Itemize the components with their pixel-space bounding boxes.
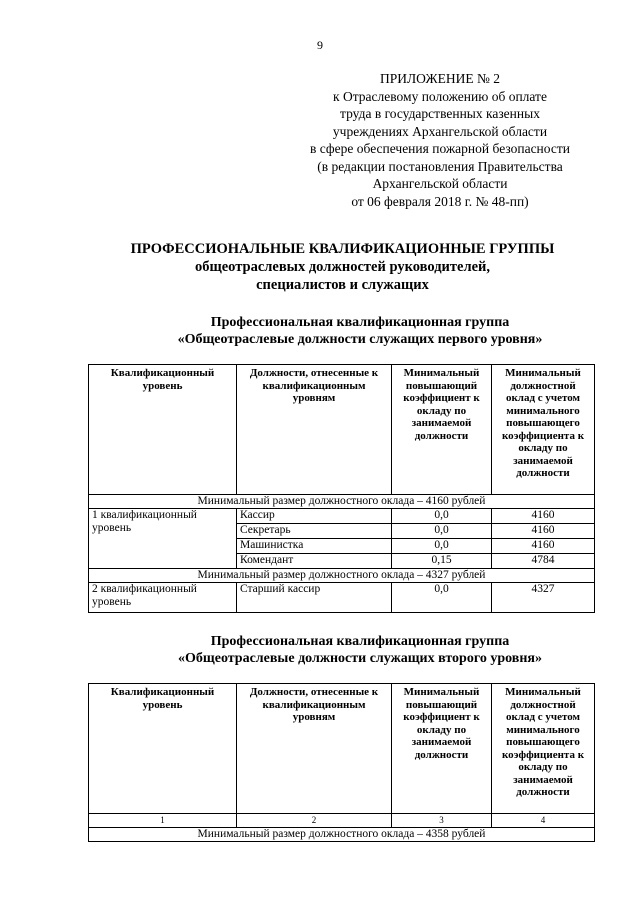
group-title-line: «Общеотраслевые должности служащих второго уровня» [178, 651, 542, 666]
appendix-line: (в редакции постановления Правительства [317, 158, 563, 174]
appendix-line: к Отраслевому положению об оплате [333, 88, 547, 104]
appendix-line: в сфере обеспечения пожарной безопасности [310, 141, 570, 156]
salary-cell: 4327 [492, 583, 595, 613]
min-salary-row: Минимальный размер должностного оклада – 4327 рублей [89, 569, 595, 583]
group-title-line: Профессиональная квалификационная группа [210, 634, 510, 649]
table-row [89, 495, 595, 509]
group2-title [0, 633, 640, 667]
col-number: 1 [89, 814, 237, 828]
min-salary-row: Минимальный размер должностного оклада – 4160 рублей [89, 495, 595, 509]
appendix-header [280, 70, 600, 210]
main-title-line: общеотраслевых должностей руководителей, [194, 259, 491, 275]
appendix-line: ПРИЛОЖЕНИЕ № 2 [379, 71, 501, 86]
salary-cell: 4160 [492, 524, 595, 539]
col-number: 2 [237, 814, 392, 828]
group2-table [88, 683, 595, 842]
appendix-line: от 06 февраля 2018 г. № 48-пп) [351, 193, 529, 209]
appendix-line: труда в государственных казенных [340, 106, 540, 121]
level-cell: 1 квалификационный уровень [89, 509, 237, 569]
header-positions: Должности, отнесенные к квалификационным уровням [237, 684, 392, 814]
page-number: 9 [317, 38, 323, 52]
header-level: Квалификационный уровень [89, 684, 237, 814]
appendix-line: Архангельской области [372, 176, 508, 191]
table-header-row [89, 365, 595, 495]
table-row [89, 583, 595, 613]
table-row [89, 828, 595, 842]
header-salary: Минимальный должностной оклад с учетом минимального повышающего коэффициента к окладу по занимаемой должности [492, 684, 595, 814]
level-cell: 2 квалификационный уровень [89, 583, 237, 613]
table-row [89, 509, 595, 524]
table-header-row [89, 684, 595, 814]
coef-cell: 0,0 [392, 583, 492, 613]
salary-cell: 4160 [492, 539, 595, 554]
group1-title [0, 314, 640, 348]
main-title-line: ПРОФЕССИОНАЛЬНЫЕ КВАЛИФИКАЦИОННЫЕ ГРУППЫ [130, 241, 555, 257]
coef-cell: 0,0 [392, 524, 492, 539]
column-number-row [89, 814, 595, 828]
salary-cell: 4160 [492, 509, 595, 524]
header-coef: Минимальный повышающий коэффициент к окладу по занимаемой должности [392, 365, 492, 495]
col-number: 3 [392, 814, 492, 828]
position-cell: Секретарь [237, 524, 392, 539]
appendix-line: учреждениях Архангельской области [332, 123, 548, 139]
main-title [0, 240, 640, 294]
header-salary: Минимальный должностной оклад с учетом минимального повышающего коэффициента к окладу по занимаемой должности [492, 365, 595, 495]
group-title-line: Профессиональная квалификационная группа [210, 315, 510, 330]
header-positions: Должности, отнесенные к квалификационным уровням [237, 365, 392, 495]
coef-cell: 0,15 [392, 554, 492, 569]
position-cell: Машинистка [237, 539, 392, 554]
position-cell: Комендант [237, 554, 392, 569]
header-coef: Минимальный повышающий коэффициент к окладу по занимаемой должности [392, 684, 492, 814]
header-level: Квалификационный уровень [89, 365, 237, 495]
table-row [89, 569, 595, 583]
position-cell: Кассир [237, 509, 392, 524]
salary-cell: 4784 [492, 554, 595, 569]
group1-table [88, 364, 595, 613]
min-salary-row: Минимальный размер должностного оклада – 4358 рублей [89, 828, 595, 842]
coef-cell: 0,0 [392, 539, 492, 554]
main-title-line: специалистов и служащих [256, 277, 429, 293]
coef-cell: 0,0 [392, 509, 492, 524]
col-number: 4 [492, 814, 595, 828]
group-title-line: «Общеотраслевые должности служащих первого уровня» [177, 332, 543, 347]
position-cell: Старший кассир [237, 583, 392, 613]
